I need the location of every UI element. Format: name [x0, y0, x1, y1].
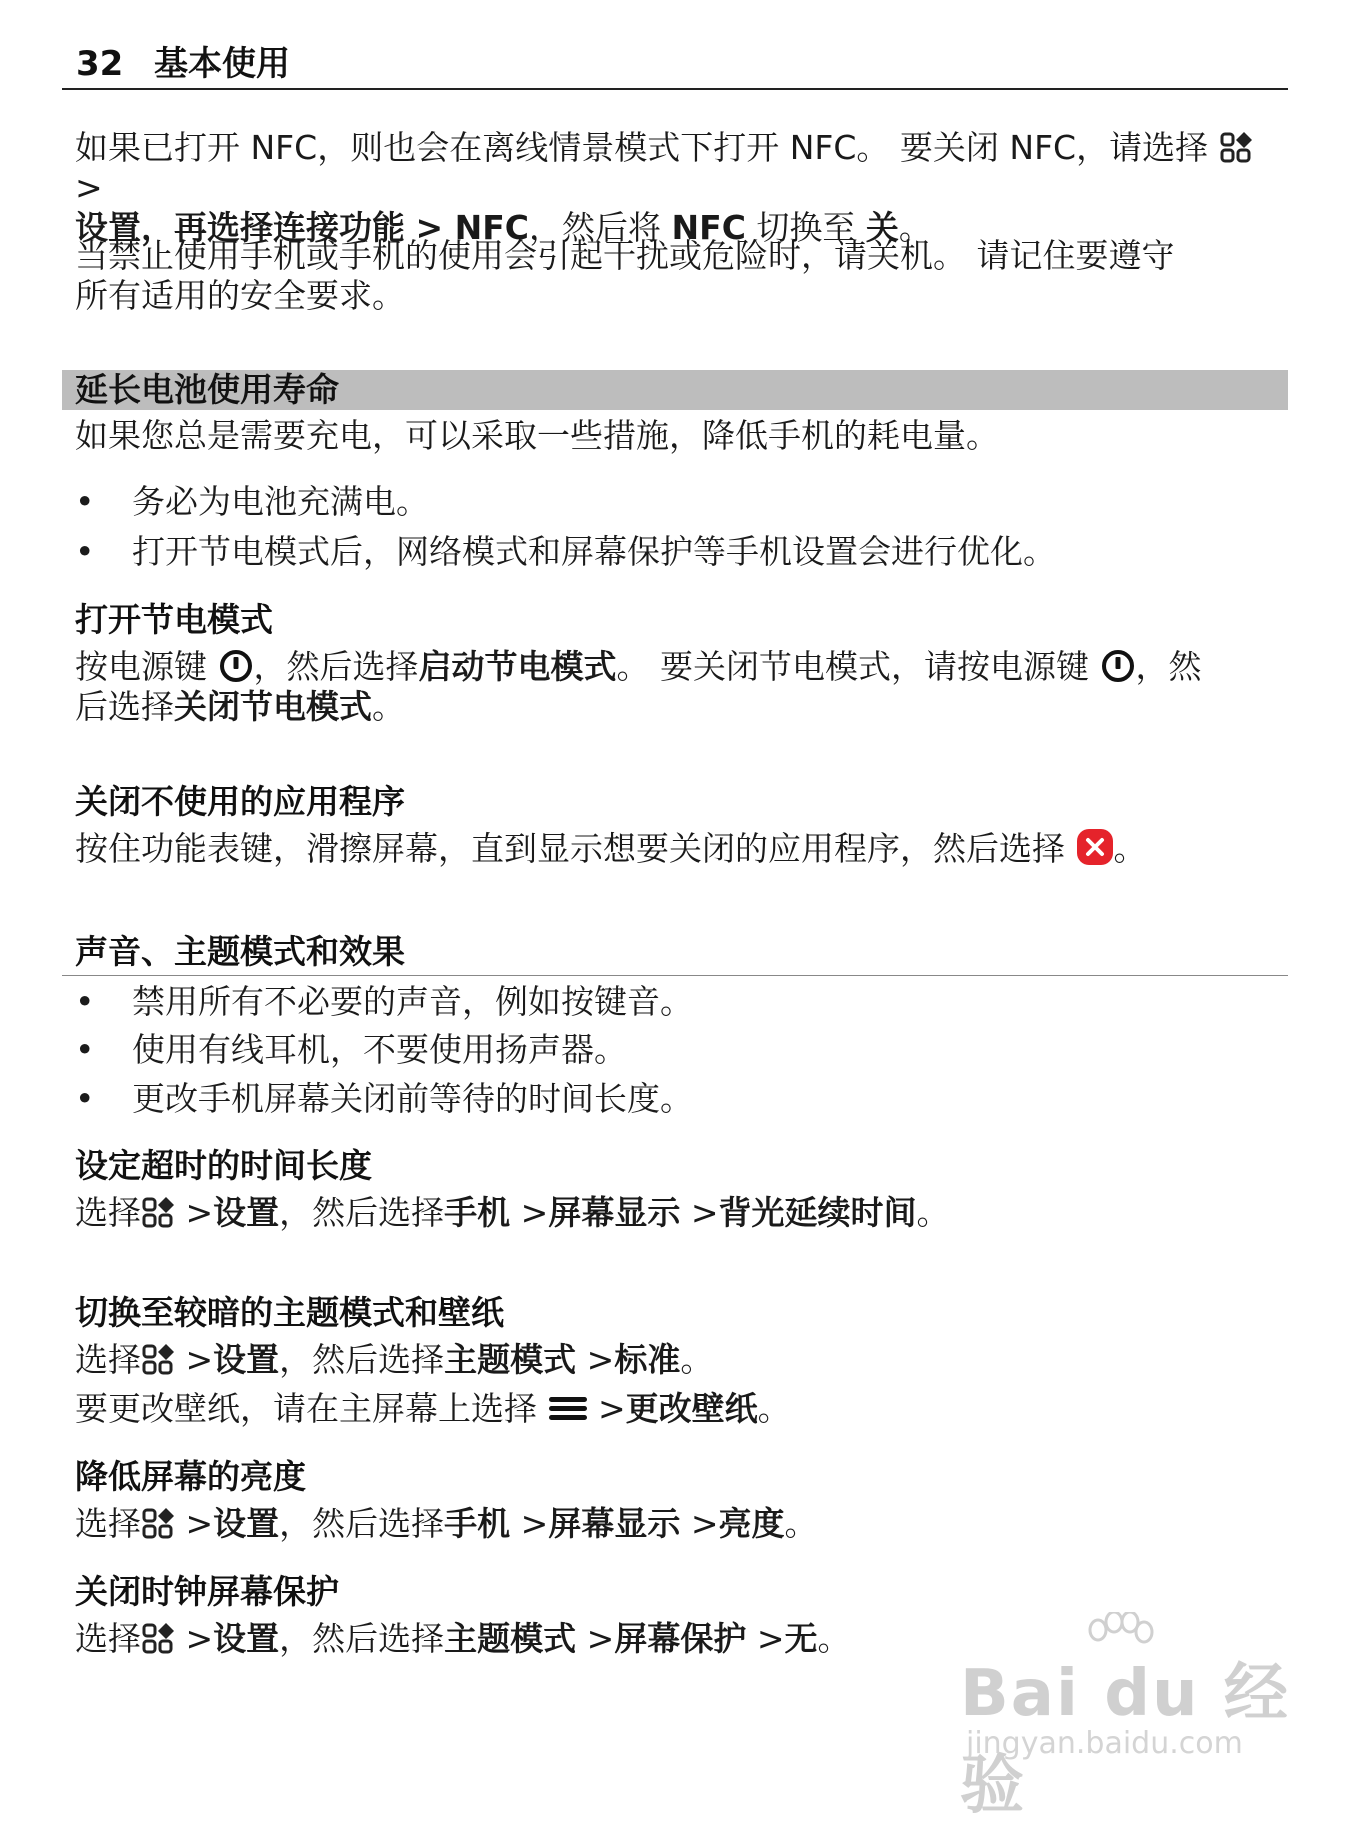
wallpaper-paragraph: 要更改壁纸，请在主屏幕上选择 >更改壁纸。 [75, 1389, 791, 1428]
power-save-paragraph: 按电源键 ，然后选择启动节电模式。 要关闭节电模式，请按电源键 ，然 后选择关闭节电模式。 [75, 647, 1202, 726]
page-number: 32 [76, 44, 124, 84]
battery-heading: 延长电池使用寿命 [75, 370, 339, 409]
clock-saver-heading: 关闭时钟屏幕保护 [75, 1572, 339, 1611]
nfc-text: 如果已打开 NFC，则也会在离线情景模式下打开 NFC。 要关闭 NFC，请选择 [75, 128, 1209, 167]
page-header [62, 44, 1288, 90]
power-icon [1100, 648, 1136, 684]
apps-grid-icon [141, 1507, 175, 1541]
settings-label: 设置，再选择 [75, 208, 273, 247]
clock-saver-paragraph: 选择 >设置，然后选择主题模式 >屏幕保护 >无。 [75, 1619, 851, 1658]
dark-theme-heading: 切换至较暗的主题模式和壁纸 [75, 1293, 504, 1332]
sounds-heading: 声音、主题模式和效果 [75, 932, 405, 971]
options-menu-icon [548, 1392, 588, 1426]
watermark-brand: Bai du 经验 [960, 1657, 1290, 1823]
dark-theme-paragraph: 选择 >设置，然后选择主题模式 >标准。 [75, 1340, 714, 1379]
battery-heading-bar [62, 370, 1288, 410]
nfc-paragraph: 如果已打开 NFC，则也会在离线情景模式下打开 NFC。 要关闭 NFC，请选择 > 设置，再选择连接功能 > NFC，然后将 NFC 切换至 关。 [75, 128, 1285, 248]
apps-grid-icon [141, 1343, 175, 1377]
apps-grid-icon [141, 1622, 175, 1656]
manual-page: 32 基本使用 如果已打开 NFC，则也会在离线情景模式下打开 NFC。 要关闭 NFC，请选择 > 设置，再选择连接功能 > NFC，然后将 NFC 切换至 关。 当禁止使用手机或手机的使用会引起干扰或危险时，请关机。 请记住要遵守 所有适用的安全要求。 延长电池使用寿命 如果您总是需要充电，可以采取一些措施，降低手机的耗电量。 • 务必为电池充满电。 • 打开节电模式后，网络模式和屏幕保护等手机设置会进行优化。 打开节电模式 按电源键 ，然后选择启动节电模式。 要关闭节电模式，请按电源键 ，然 后选择关闭节电模式。 关闭不使用的应用程序 按住功能表键，滑擦屏幕，直到显示想要关闭的应用程序，然后选择 。 声音、主题模式和效果 • 禁用所有不必要的声音，例如按键音。 • 使用有线耳机，不要使用扬声器。 • 更改手机屏幕关闭前等待的时间长度。 设定超时的时间长度 选择 >设置，然后选择手机 >屏幕显示 >背光延续时间。 切换至较暗的主题模式和壁纸 选择 >设置，然后选择主题模式 >标准。 要更改壁纸，请在主屏幕上选择 >更改壁纸。 降低屏幕的亮度 选择 >设置，然后选择手机 >屏幕显示 >亮度。 关闭时钟屏幕保护 选择 >设置，然后选择主题模式 >屏幕保护 >无。 Bai du 经验 jingyan.baidu.com [0, 0, 1360, 1792]
close-app-icon [1076, 828, 1114, 866]
power-icon [218, 648, 254, 684]
close-apps-heading: 关闭不使用的应用程序 [75, 782, 405, 821]
power-save-heading: 打开节电模式 [75, 600, 273, 639]
page-header-title: 基本使用 [154, 44, 290, 84]
watermark-url: jingyan.baidu.com [966, 1726, 1243, 1761]
apps-grid-icon [141, 1196, 175, 1230]
connectivity-label: 连接功能 [273, 208, 405, 247]
timeout-heading: 设定超时的时间长度 [75, 1146, 372, 1185]
section-divider [62, 975, 1288, 976]
safety-paragraph: 当禁止使用手机或手机的使用会引起干扰或危险时，请关机。 请记住要遵守 所有适用的安全要求。 [75, 236, 1175, 315]
brightness-paragraph: 选择 >设置，然后选择手机 >屏幕显示 >亮度。 [75, 1504, 818, 1543]
brightness-heading: 降低屏幕的亮度 [75, 1457, 306, 1496]
battery-intro: 如果您总是需要充电，可以采取一些措施，降低手机的耗电量。 [75, 416, 999, 455]
timeout-paragraph: 选择 >设置，然后选择手机 >屏幕显示 >背光延续时间。 [75, 1193, 950, 1232]
close-apps-paragraph: 按住功能表键，滑擦屏幕，直到显示想要关闭的应用程序，然后选择 。 [75, 829, 1147, 868]
apps-grid-icon [1219, 131, 1253, 165]
baidu-watermark [960, 1612, 1290, 1823]
